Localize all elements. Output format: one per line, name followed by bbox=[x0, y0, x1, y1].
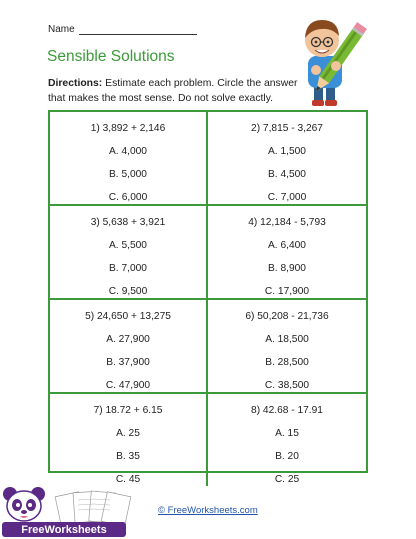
worksheet-title: Sensible Solutions bbox=[47, 48, 175, 65]
choice-c[interactable]: C. 7,000 bbox=[267, 192, 307, 203]
choice-a[interactable]: A. 18,500 bbox=[265, 334, 309, 345]
problem-cell bbox=[50, 206, 208, 300]
directions-text: Estimate each problem. Circle the answer that makes the most sense. Do not solve exactly. bbox=[48, 78, 298, 104]
choice-a[interactable]: A. 15 bbox=[275, 428, 299, 439]
kid-with-pencil-illustration bbox=[292, 10, 368, 110]
logo-text: FreeWorksheets bbox=[21, 524, 107, 536]
problem-question: 1) 3,892 + 2,146 bbox=[90, 123, 166, 134]
choice-c[interactable]: C. 45 bbox=[115, 474, 141, 485]
problem-question: 8) 42.68 - 17.91 bbox=[251, 405, 323, 416]
problem-question: 6) 50,208 - 21,736 bbox=[245, 311, 329, 322]
problem-question: 7) 18.72 + 6.15 bbox=[93, 405, 163, 416]
choice-a[interactable]: A. 1,500 bbox=[268, 146, 306, 157]
choice-c[interactable]: C. 9,500 bbox=[108, 286, 148, 297]
choice-b[interactable]: B. 7,000 bbox=[109, 263, 147, 274]
choice-b[interactable]: B. 20 bbox=[275, 451, 299, 462]
problem-question: 3) 5,638 + 3,921 bbox=[90, 217, 166, 228]
choice-b[interactable]: B. 5,000 bbox=[109, 169, 147, 180]
choice-b[interactable]: B. 4,500 bbox=[268, 169, 306, 180]
directions-label: Directions: bbox=[48, 78, 103, 89]
problem-cell bbox=[208, 300, 366, 394]
problem-cell bbox=[208, 112, 366, 206]
choice-b[interactable]: B. 28,500 bbox=[265, 357, 309, 368]
name-label: Name bbox=[48, 24, 75, 35]
problem-question: 4) 12,184 - 5,793 bbox=[248, 217, 326, 228]
choice-b[interactable]: B. 37,900 bbox=[106, 357, 150, 368]
problem-cell bbox=[208, 394, 366, 486]
problem-question: 2) 7,815 - 3,267 bbox=[251, 123, 323, 134]
problem-question: 5) 24,650 + 13,275 bbox=[85, 311, 171, 322]
directions bbox=[48, 76, 298, 106]
problem-cell bbox=[50, 112, 208, 206]
copyright-link[interactable]: © FreeWorksheets.com bbox=[158, 505, 258, 516]
freeworksheets-logo bbox=[0, 480, 140, 539]
choice-c[interactable]: C. 17,900 bbox=[264, 286, 310, 297]
choice-a[interactable]: A. 6,400 bbox=[268, 240, 306, 251]
choice-b[interactable]: B. 35 bbox=[116, 451, 140, 462]
choice-c[interactable]: C. 25 bbox=[274, 474, 300, 485]
choice-c[interactable]: C. 38,500 bbox=[264, 380, 310, 391]
problem-cell bbox=[50, 300, 208, 394]
choice-c[interactable]: C. 47,900 bbox=[105, 380, 151, 391]
choice-a[interactable]: A. 5,500 bbox=[109, 240, 147, 251]
problem-grid bbox=[48, 110, 368, 485]
problem-cell bbox=[50, 394, 208, 486]
choice-c[interactable]: C. 6,000 bbox=[108, 192, 148, 203]
choice-a[interactable]: A. 27,900 bbox=[106, 334, 150, 345]
choice-a[interactable]: A. 4,000 bbox=[109, 146, 147, 157]
name-field-row bbox=[48, 24, 197, 35]
choice-a[interactable]: A. 25 bbox=[116, 428, 140, 439]
choice-b[interactable]: B. 8,900 bbox=[268, 263, 306, 274]
problem-cell bbox=[208, 206, 366, 300]
name-line[interactable] bbox=[79, 25, 197, 35]
